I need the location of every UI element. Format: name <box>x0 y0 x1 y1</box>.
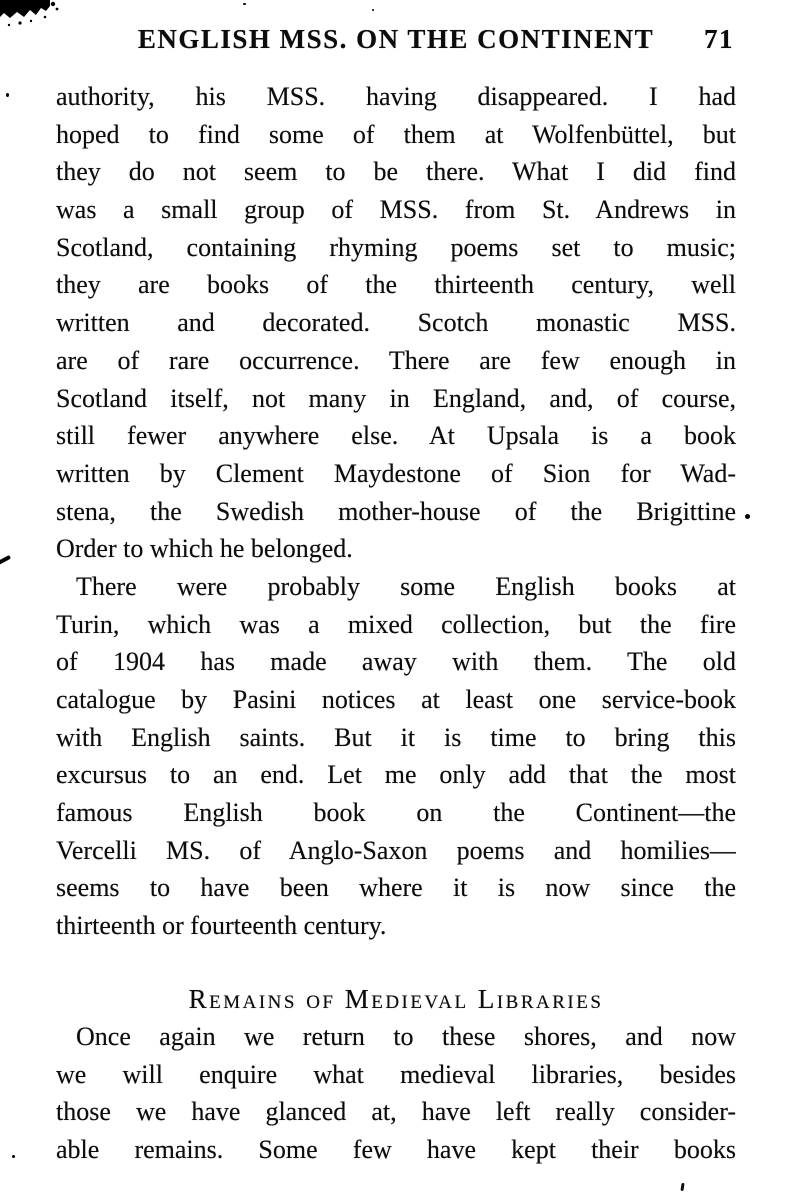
page-number: 71 <box>704 24 734 54</box>
text-line: those we have glanced at, have left really consider- <box>56 1097 736 1127</box>
text-line: are of rare occurrence. There are few enough in <box>56 345 736 375</box>
text-line: seems to have been where it is now since the <box>56 873 736 903</box>
paragraph-1 <box>56 78 736 568</box>
text-line: There were probably some English books at <box>76 571 736 601</box>
stray-dot-icon <box>745 514 750 519</box>
text-line: catalogue by Pasini notices at least one service-book <box>56 685 736 714</box>
paragraph-3 <box>56 1018 736 1169</box>
text-line: hoped to find some of them at Wolfenbüttel, but <box>56 119 736 149</box>
text-line: authority, his MSS. having disappeared. I had <box>56 82 736 111</box>
text-line: Vercelli MS. of Anglo-Saxon poems and homilies— <box>56 835 736 865</box>
text-line: famous English book on the Continent—the <box>56 798 736 828</box>
text-line: Once again we return to these shores, and now <box>76 1021 736 1051</box>
text-block <box>56 78 736 1169</box>
text-line: was a small group of MSS. from St. Andrews in <box>56 195 736 225</box>
text-line: Scotland itself, not many in England, and, of course, <box>56 383 736 413</box>
running-head-title: ENGLISH MSS. ON THE CONTINENT <box>137 24 655 54</box>
text-line: with English saints. But it is time to bring this <box>56 722 736 752</box>
text-line: they do not seem to be there. What I did find <box>56 157 736 187</box>
text-line: still fewer anywhere else. At Upsala is a book <box>56 421 736 451</box>
text-line: written and decorated. Scotch monastic MSS. <box>56 308 736 338</box>
text-line: stena, the Swedish mother-house of the Brigittine <box>56 496 736 526</box>
text-line: Turin, which was a mixed collection, but the fire <box>56 609 736 639</box>
text-line: Order to which he belonged. <box>56 534 353 564</box>
paper-speck-icon <box>372 9 374 11</box>
paper-speck-icon <box>243 3 246 5</box>
paper-speck-icon <box>6 93 9 97</box>
text-line: written by Clement Maydestone of Sion for Wad- <box>56 458 736 488</box>
text-line: excursus to an end. Let me only add that the most <box>56 760 736 790</box>
running-head <box>56 22 736 56</box>
section-heading: Remains of Medieval Libraries <box>188 983 604 1014</box>
text-line: able remains. Some few have kept their books <box>56 1134 736 1164</box>
margin-tick-icon <box>0 555 11 565</box>
ink-smudge-icon <box>0 0 70 39</box>
text-line: they are books of the thirteenth century, well <box>56 270 736 300</box>
text-line: thirteenth or fourteenth century. <box>56 911 387 941</box>
paper-speck-icon <box>12 1155 15 1158</box>
text-line: Scotland, containing rhyming poems set to music; <box>56 232 736 262</box>
paragraph-2 <box>56 568 736 945</box>
stray-mark-icon <box>680 1183 684 1191</box>
text-line: of 1904 has made away with them. The old <box>56 647 736 677</box>
text-line: we will enquire what medieval libraries, besides <box>56 1059 736 1089</box>
